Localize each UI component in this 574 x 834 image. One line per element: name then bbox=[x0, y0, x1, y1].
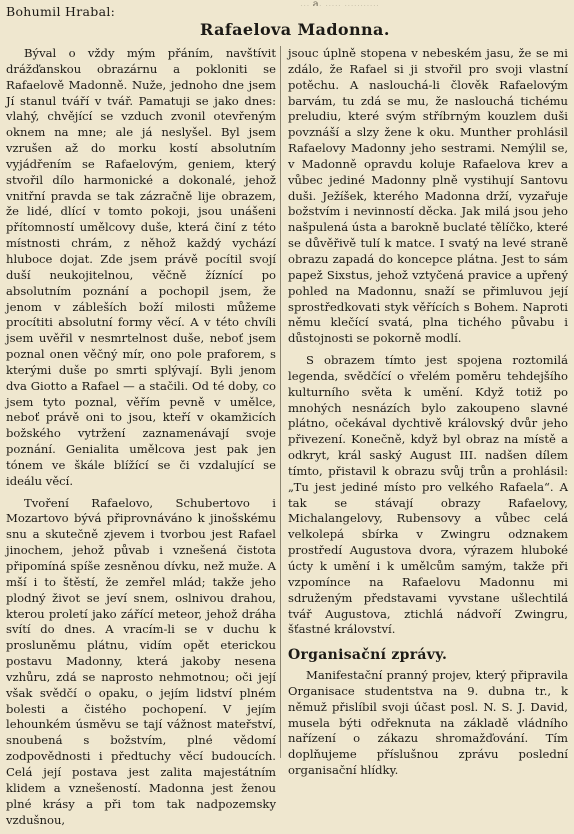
left-column bbox=[6, 46, 276, 834]
article-title: Rafaelova Madonna. bbox=[200, 20, 390, 39]
top-fragment: ... a. ..... ........... bbox=[300, 0, 380, 6]
right-column bbox=[288, 46, 568, 785]
notice-paragraph: Manifestační pranný projev, který připravila Organisace studentstva na 9. dubna tr., k němuž přislíbil svoji účast posl. N. S. J. David, musela býti odřeknuta na základě vládního nařízení o zákazu shromažďování. Tím doplňujeme příslušnou zprávu poslední organisační hlídky. bbox=[288, 668, 568, 778]
article-paragraph: Býval o vždy mým přáním, navštívit drážďanskou obrazárnu a pokloniti se Rafaelově Madonně. Nuže, jednoho dne jsem Jí stanul tváří v tvář. Pamatuji se jako dnes: vlahý, chvějící se vzduch zvonil otevřeným oknem na mne; ale já neslyšel. Byl jsem vzrušen až do morku kostí absolutním vyjádřením se Rafaelovým, geniem, který stvořil dílo harmonické a dokonalé, jehož vnitřní pravda se tak zázračně lije obrazem, že lidé, dlící v tomto pokoji, jsou unášeni přítomností umělcovy duše, která činí z této místnosti chrám, z něhož každý vychází hluboce dojat. Zde jsem právě pocítil svojí duší neukojitelnou, věčně žíznící po absolutním poznání a pochopil jsem, že jenom v zábleších boží milosti můžeme procítiti absolutní formy věcí. A v této chvíli jsem uvěřil v nesmrtelnost duše, neboť jsem poznal onen věčný mír, ono pole praforem, s kterými duše po smrti splývají. Byli jenom dva Giotto a Rafael — a stačili. Od té doby, co jsem tyto poznal, věřím pevně v umělce, neboť právě oni to jsou, kteří v okamžicích božského vytržení zaznamenávají svoje poznání. Genialita umělcova jest pak jen tónem ve škále blížící se či vzdalující se ideálu věcí. bbox=[6, 46, 276, 488]
article-paragraph: Tvoření Rafaelovo, Schubertovo i Mozartovo bývá připrovnáváno k jinošskému snu a skutečně zjevem i tvorbou jest Rafael jinochem, jehož půvab i vznešená čistota připomíná spíše zesněnou dívku, než muže. A mší i to štěstí, že zemřel mlád; takže jeho plodný život se jeví snem, oslnivou drahou, kterou proletí jako zářící meteor, jehož dráha svítí do dnes. A vracím-li se v duchu k prosluněmu plátnu, vidím opět eterickou postavu Madonny, která jakoby nesena vzhůru, zdá se naprosto nehmotnou; oči její však svědčí o opaku, o jejím lidství plném bolesti a čistého pochopení. V jejím lehounkém úsměvu se tají vážnost mateřství, snoubená s božstvím, plné vědomí zodpovědnosti i předtuchy věcí budoucích. Celá její postava jest zalita majestátním klidem a vznešeností. Madonna jest ženou plné krásy a při tom tak nadpozemsky vzdušnou, bbox=[6, 495, 276, 827]
article-paragraph: jsouc úplně stopena v nebeském jasu, že se mi zdálo, že Rafael si ji stvořil pro svoji vlastní potěchu. A naslouchá-li člověk Rafaelovým barvám, tu zdá se mu, že naslouchá tichému preludiu, které svým stříbrným kouzlem duši povznáší a slzy žene k oku. Munther prohlásil Rafaelovy Madonny jeho sestrami. Nemýlil se, v Madonně opravdu koluje Rafaelova krev a vůbec jediné Madonny plně vystihují Santovu duši. Ježíšek, kterého Madonna drží, vyzařuje božstvím i nevinností děcka. Jak milá jsou jeho našpulená ústa a barokně buclaté tělíčko, které se důvěřivě tulí k matce. I svatý na levé straně obrazu zapadá do koncepce plátna. Jest to sám papež Sixstus, jehož vztyčená pravice a upřený pohled na Madonnu, snaží se přimluvou její sprostředkovati styk věřících s Bohem. Naproti němu klečící svatá, plna tichého půvabu i důstojnosti se pokorně modlí. bbox=[288, 46, 568, 346]
author-byline: Bohumil Hrabal: bbox=[6, 4, 116, 19]
section-title: Organisační zprávy. bbox=[288, 647, 448, 664]
column-divider bbox=[280, 46, 281, 758]
article-paragraph: S obrazem tímto jest spojena roztomilá legenda, svědčící o vřelém poměru tehdejšího kulturního světa k umění. Když totiž po mnohých nesnázích bylo zakoupeno slavné plátno, očekával dychtivě královský dvůr jeho přivezení. Konečně, když byl obraz na místě a odkryt, král saský August III. nadšen dílem tímto, přistavil k obrazu svůj trůn a prohlásil: „Tu jest jediné místo pro velkého Rafaela“. A tak se stávají obrazy Rafaelovy, Michalangelovy, Rubensovy a vůbec celá velkolepá sbírka v Zwingru odznakem prostředí Augustova dvora, výrazem hluboké úcty k umění i k umělcům samým, takže při vzpomínce na Rafaelovu Madonnu mi sdruženým představami vyvstane ušlechtilá tvář Augustova, ztichlá nádvoří Zwingru, šťastné království. bbox=[288, 353, 568, 637]
